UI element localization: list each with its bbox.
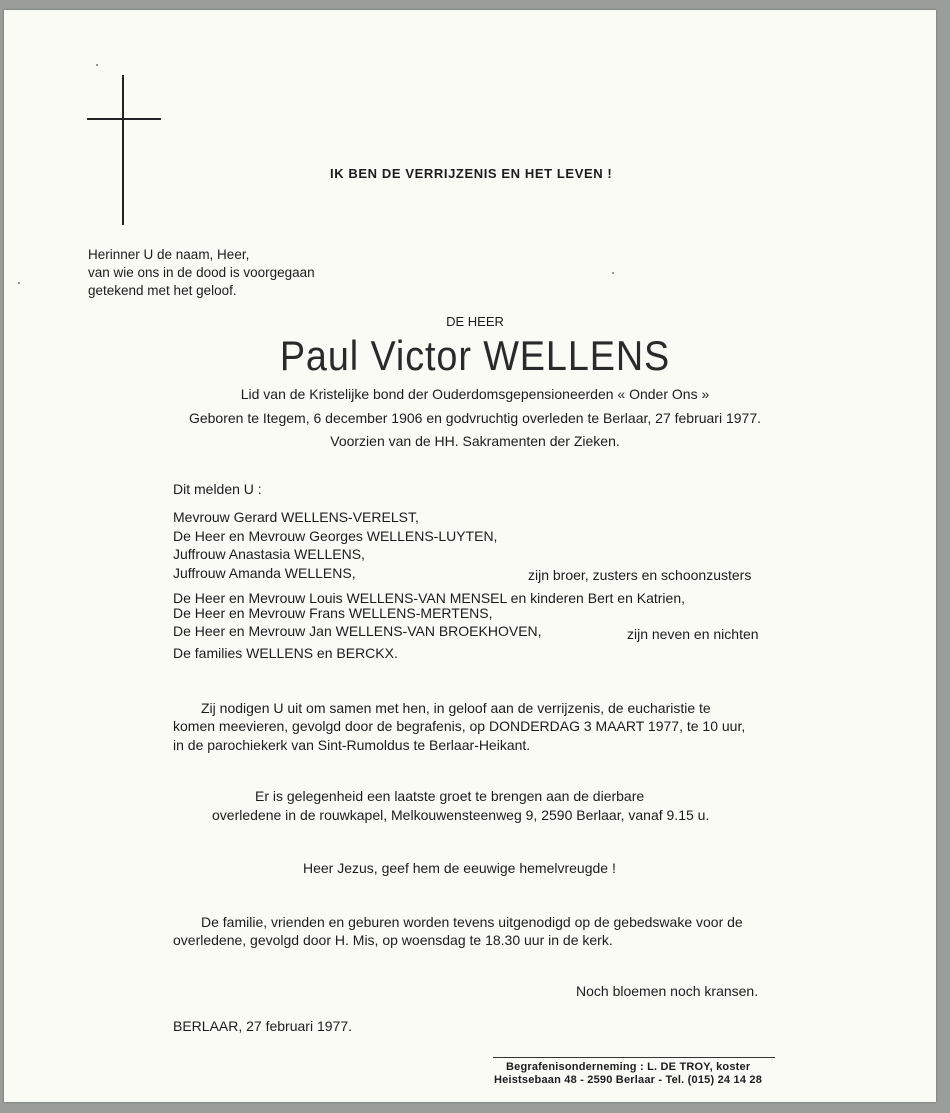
paper-speck: [612, 272, 614, 274]
family-member: De Heer en Mevrouw Louis WELLENS-VAN MENSEL en kinderen Bert en Katrien,: [173, 590, 686, 606]
membership-line: Lid van de Kristelijke bond der Ouderdomsgepensioneerden « Onder Ons »: [240, 386, 710, 402]
sacraments-line: Voorzien van de HH. Sakramenten der Zieken.: [330, 433, 620, 449]
undertaker-line: Begrafenisonderneming : L. DE TROY, koster: [506, 1061, 751, 1073]
memorial-verse: [88, 246, 315, 300]
family-member: Mevrouw Gerard WELLENS-VERELST,: [173, 509, 419, 525]
invitation-line: in de parochiekerk van Sint-Rumoldus te Berlaar-Heikant.: [173, 737, 531, 753]
paper-speck: [96, 64, 98, 66]
relation-cousins: zijn neven en nichten: [627, 626, 759, 642]
announce-line: Dit melden U :: [173, 481, 262, 497]
family-member: De families WELLENS en BERCKX.: [173, 645, 398, 661]
verse-line: getekend met het geloof.: [88, 283, 237, 298]
deceased-name: Paul Victor WELLENS: [279, 332, 671, 379]
no-flowers-line: Noch bloemen noch kransen.: [576, 983, 759, 999]
place-date: BERLAAR, 27 februari 1977.: [173, 1018, 352, 1034]
undertaker-line: Heistsebaan 48 - 2590 Berlaar - Tel. (015) 24 14 28: [494, 1074, 763, 1086]
family-member: De Heer en Mevrouw Frans WELLENS-MERTENS,: [173, 605, 493, 621]
farewell-line: overledene in de rouwkapel, Melkouwensteenweg 9, 2590 Berlaar, vanaf 9.15 u.: [212, 807, 710, 823]
motto-heading: IK BEN DE VERRIJZENIS EN HET LEVEN !: [330, 166, 613, 181]
honorific-title: DE HEER: [446, 314, 504, 329]
undertaker-info: [494, 1061, 763, 1087]
family-member: De Heer en Mevrouw Georges WELLENS-LUYTEN,: [173, 528, 498, 544]
family-member: Juffrouw Amanda WELLENS,: [173, 565, 356, 581]
prayer-line: Heer Jezus, geef hem de eeuwige hemelvreugde !: [303, 860, 616, 876]
invitation-line: Zij nodigen U uit om samen met hen, in geloof aan de verrijzenis, de eucharistie te: [201, 700, 711, 716]
relation-siblings: zijn broer, zusters en schoonzusters: [528, 567, 752, 583]
undertaker-rule: [493, 1057, 775, 1058]
family-member: Juffrouw Anastasia WELLENS,: [173, 546, 365, 562]
verse-line: Herinner U de naam, Heer,: [88, 247, 250, 262]
farewell-line: Er is gelegenheid een laatste groet te brengen aan de dierbare: [255, 788, 645, 804]
verse-line: van wie ons in de dood is voorgegaan: [88, 265, 315, 280]
family-member: De Heer en Mevrouw Jan WELLENS-VAN BROEKHOVEN,: [173, 623, 542, 639]
cross-icon: [122, 75, 124, 225]
paper-speck: [18, 282, 20, 284]
wake-line: De familie, vrienden en geburen worden tevens uitgenodigd op de gebedswake voor de: [201, 914, 743, 930]
wake-line: overledene, gevolgd door H. Mis, op woensdag te 18.30 uur in de kerk.: [173, 932, 613, 948]
cross-icon-bar: [87, 118, 161, 120]
birth-death-line: Geboren te Itegem, 6 december 1906 en godvruchtig overleden te Berlaar, 27 februari 1977.: [188, 410, 762, 426]
invitation-line: komen meevieren, gevolgd door de begrafenis, op DONDERDAG 3 MAART 1977, te 10 uur,: [173, 718, 746, 734]
